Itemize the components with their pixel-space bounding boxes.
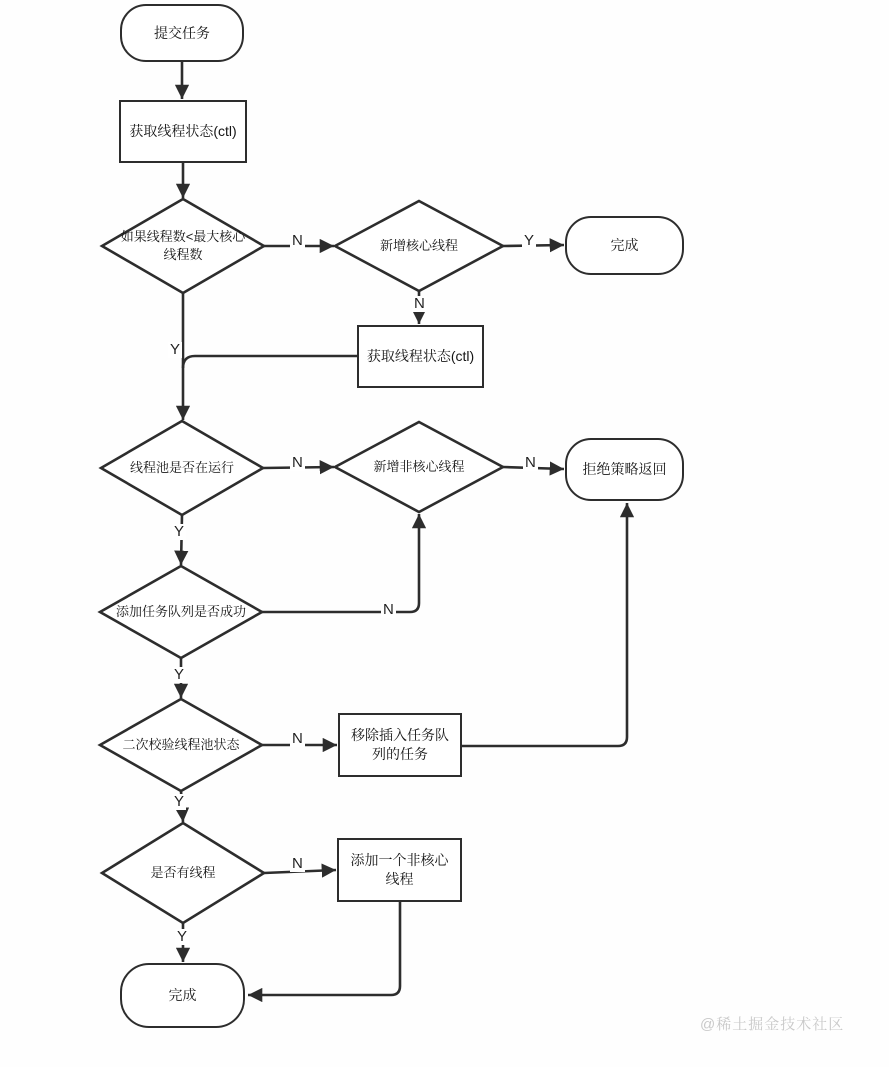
node-add-one-noncore-process: 添加一个非核心线程 xyxy=(337,838,462,902)
node-pool-running-label: 线程池是否在运行 xyxy=(129,460,234,476)
node-done-top-terminator: 完成 xyxy=(565,216,684,275)
node-remove-task-process: 移除插入任务队列的任务 xyxy=(338,713,462,777)
node-queue-success-label: 添加任务队列是否成功 xyxy=(115,604,246,620)
edge-remove-to-reject xyxy=(462,503,627,746)
node-add-noncore-thread-label: 新增非核心线程 xyxy=(373,459,465,475)
node-reject-policy-terminator: 拒绝策略返回 xyxy=(565,438,684,501)
edge-label-n-checkcore-addcore: N xyxy=(292,232,303,249)
edge-label-y-recheck-hasthread: Y xyxy=(174,793,185,810)
node-get-thread-state-1: 获取线程状态(ctl) xyxy=(119,100,247,163)
node-recheck-pool-label: 二次校验线程池状态 xyxy=(122,737,240,753)
node-check-core-count-label xyxy=(95,200,271,292)
edge-label-n-hasthread-addone: N xyxy=(292,855,303,872)
edge-label-y-queue-recheck: Y xyxy=(174,666,185,683)
edge-label-y-checkcore-running: Y xyxy=(170,341,181,358)
edge-addone-to-donebottom xyxy=(248,902,400,995)
edge-label-n-queue-addnoncore: N xyxy=(383,601,394,618)
edge-getctl2-to-running-merge xyxy=(183,356,357,368)
edge-label-y-running-queue: Y xyxy=(174,523,185,540)
edge-label-y-hasthread-done: Y xyxy=(177,928,188,945)
node-done-bottom-terminator: 完成 xyxy=(120,963,245,1028)
edge-label-n-running-addnoncore: N xyxy=(292,454,303,471)
node-has-thread-label: 是否有线程 xyxy=(150,865,216,881)
edge-queue-to-addnoncore xyxy=(262,514,419,612)
edge-label-n-addcore-getctl2: N xyxy=(414,295,425,312)
watermark-text: @稀土掘金技术社区 xyxy=(700,1016,845,1033)
node-start-terminator: 提交任务 xyxy=(120,4,244,62)
edge-label-n-recheck-remove: N xyxy=(292,730,303,747)
check-core-count-text: 如果线程数<最大核心线程数 xyxy=(120,229,246,262)
edge-label-n-addnoncore-reject: N xyxy=(525,454,536,471)
node-get-thread-state-2: 获取线程状态(ctl) xyxy=(357,325,484,388)
edge-label-y-addcore-done: Y xyxy=(524,232,535,249)
node-add-core-thread-label: 新增核心线程 xyxy=(379,238,458,254)
